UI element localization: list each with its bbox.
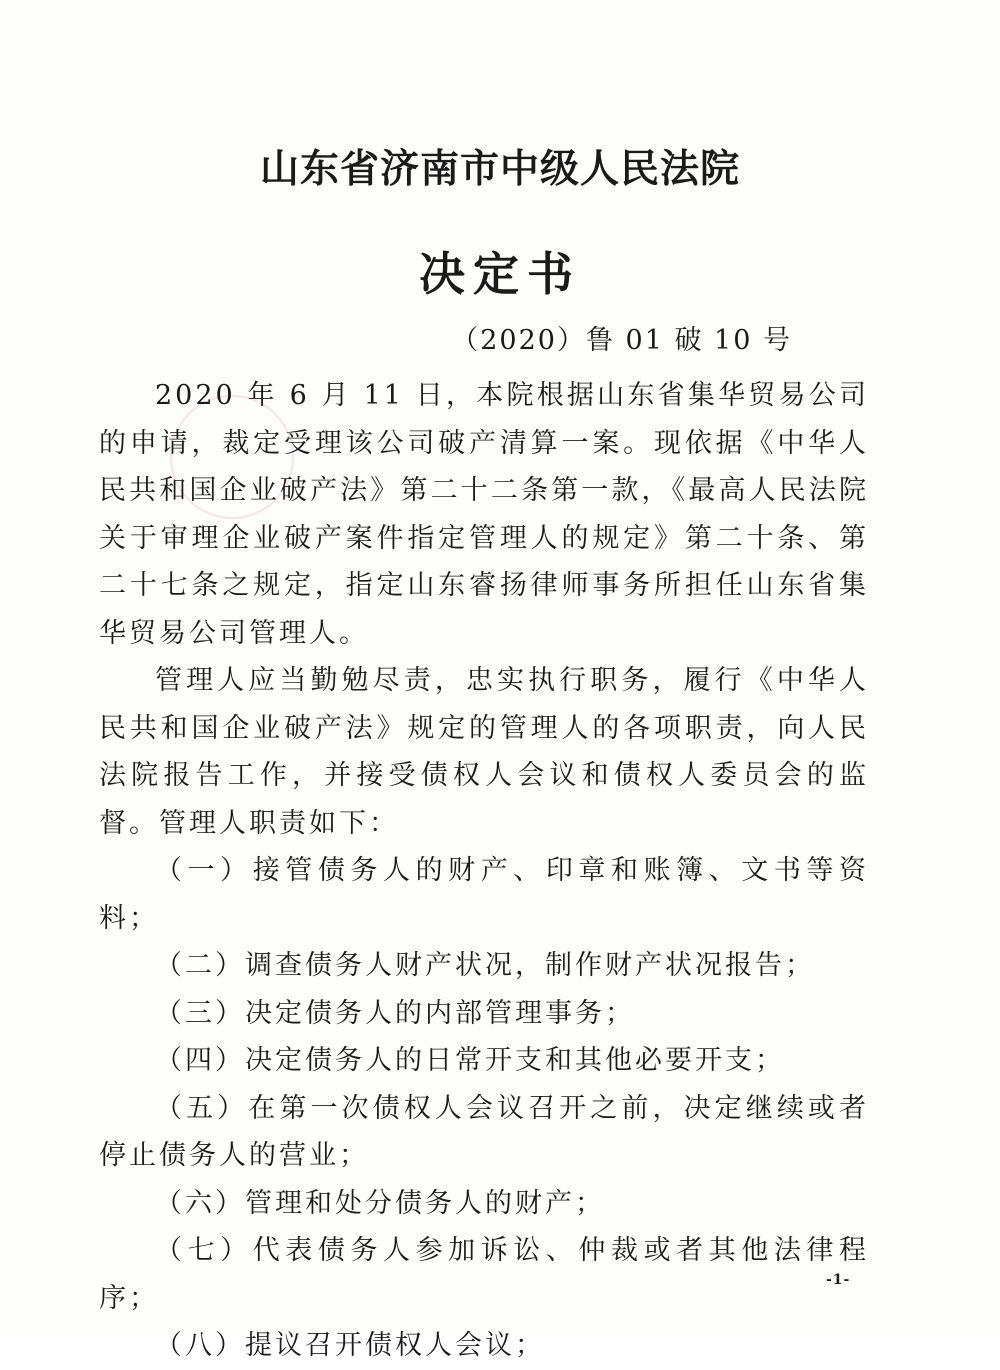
document-title: 决定书: [419, 247, 581, 301]
document-body: [99, 372, 869, 1370]
duty-item: （七）代表债务人参加诉讼、仲裁或者其他法律程序；: [99, 1235, 869, 1314]
paragraph: 2020 年 6 月 11 日，本院根据山东省集华贸易公司的申请，裁定受理该公司破产清算一案。现依据《中华人民共和国企业破产法》第二十二条第一款，《最高人民法院关于审理企业破产案件指定管理人的规定》第二十条、第二十七条之规定，指定山东睿扬律师事务所担任山东省集华贸易公司管理人。: [99, 380, 869, 649]
duty-item: （一）接管债务人的财产、印章和账簿、文书等资料；: [99, 855, 869, 934]
duty-item: （二）调查债务人财产状况，制作财产状况报告；: [155, 950, 815, 981]
paragraph: 管理人应当勤勉尽责，忠实执行职务，履行《中华人民共和国企业破产法》规定的管理人的各项职责，向人民法院报告工作，并接受债权人会议和债权人委员会的监督。管理人职责如下：: [99, 665, 869, 839]
duty-item: （四）决定债务人的日常开支和其他必要开支；: [155, 1045, 785, 1076]
case-number: （2020）鲁 01 破 10 号: [451, 325, 792, 356]
page-number: -1-: [826, 1272, 851, 1288]
duty-item: （五）在第一次债权人会议召开之前，决定继续或者停止债务人的营业；: [99, 1092, 869, 1171]
duty-item: （三）决定债务人的内部管理事务；: [155, 997, 635, 1029]
duty-item: （八）提议召开债权人会议；: [155, 1330, 545, 1361]
court-name: 山东省济南市中级人民法院: [259, 146, 740, 192]
duty-item: （六）管理和处分债务人的财产；: [155, 1187, 605, 1219]
